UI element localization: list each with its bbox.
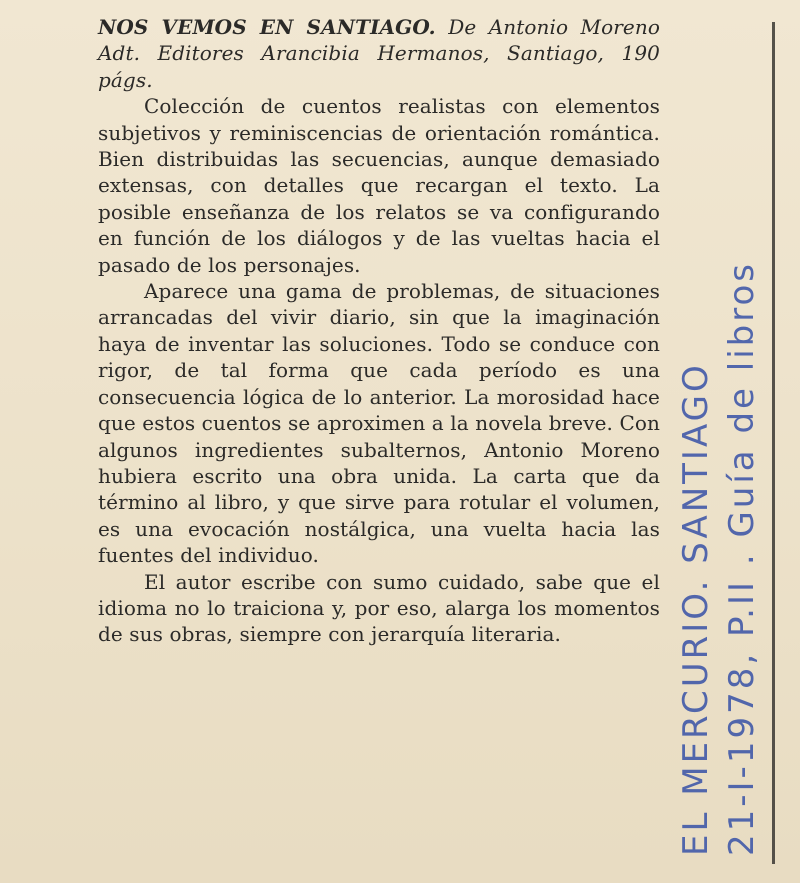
- column-rule: [772, 22, 775, 864]
- paragraph-2: Aparece una gama de problemas, de situaciones arrancadas del vivir diario, sin que la imaginación haya de inventar las soluciones. Todo se conduce con rigor, de tal forma que cada período es una consecuencia lógica de lo anterior. La morosidad hace que estos cuentos se aproximen a la novela breve. Con algunos ingredientes subalternos, Antonio Moreno hubiera escrito una obra unida. La carta que da término al libro, y que sirve para rotular el volumen, es una evocación nostálgica, una vuelta hacia las fuentes del individuo.: [98, 279, 660, 568]
- book-details: De Antonio Moreno Adt. Editores Arancibia Hermanos, Santiago, 190 págs.: [98, 15, 660, 92]
- book-title: NOS VEMOS EN SANTIAGO.: [98, 15, 436, 39]
- book-headline: [98, 14, 660, 93]
- handwritten-date-note: 21-I-1978, P.II . Guía de libros: [722, 261, 762, 856]
- handwritten-source-note: EL MERCURIO. SANTIAGO: [676, 362, 716, 856]
- paragraph-3: El autor escribe con sumo cuidado, sabe que el idioma no lo traiciona y, por eso, alarga los momentos de sus obras, siempre con jerarquía literaria.: [98, 569, 660, 647]
- paragraph-1: Colección de cuentos realistas con elementos subjetivos y reminiscencias de orientación romántica. Bien distribuidas las secuencias, aunque demasiado extensas, con detalles que recargan el texto. La posible enseñanza de los relatos se va configurando en función de los diálogos y de las vueltas hacia el pasado de los personajes.: [98, 94, 660, 277]
- article-column: [98, 14, 660, 648]
